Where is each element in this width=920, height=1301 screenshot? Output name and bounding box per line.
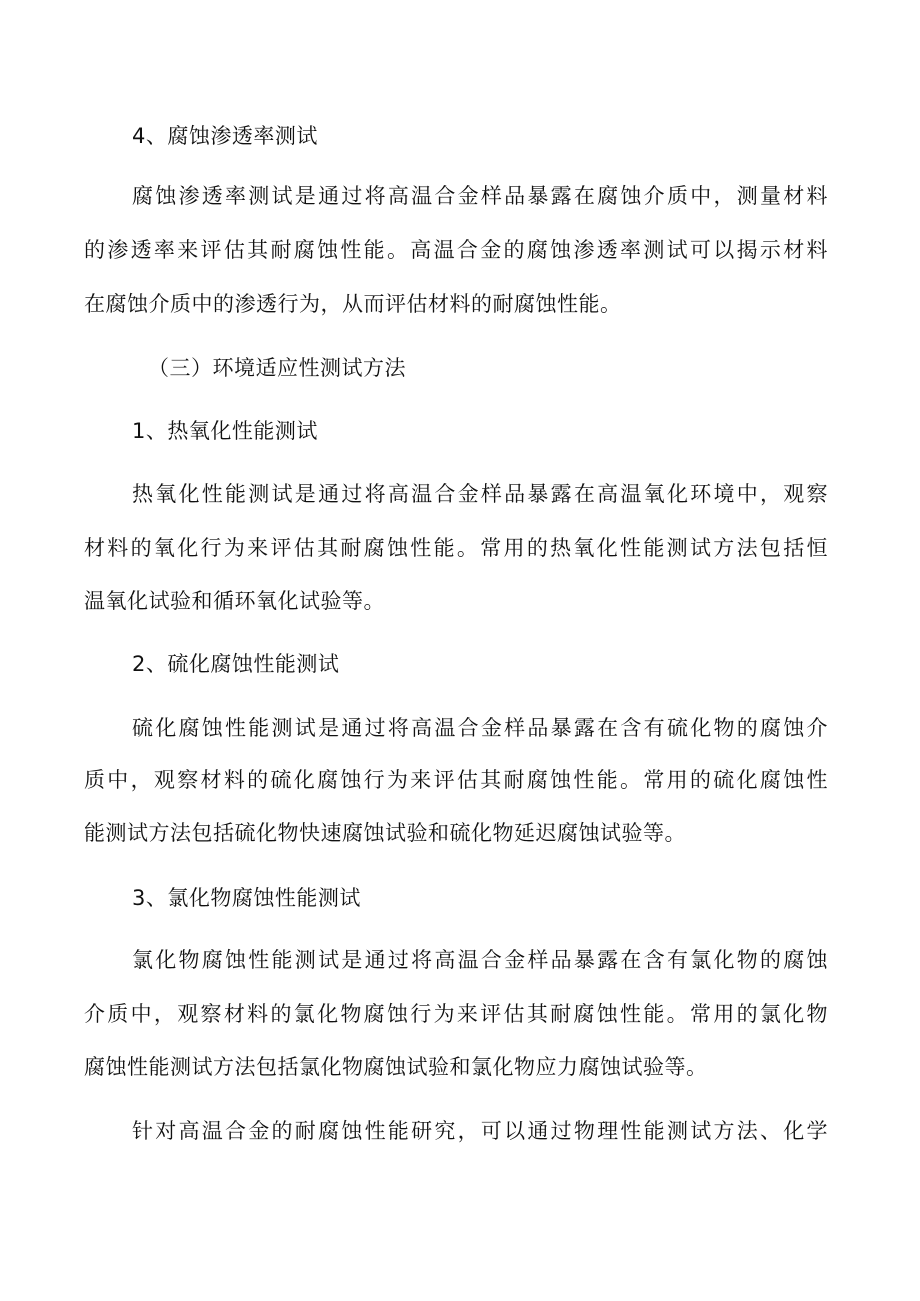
- section-heading: 3、氯化物腐蚀性能测试: [132, 886, 361, 910]
- paragraph-line: 能测试方法包括硫化物快速腐蚀试验和硫化物延迟腐蚀试验等。: [84, 821, 686, 845]
- paragraph-line: 硫化腐蚀性能测试是通过将高温合金样品暴露在含有硫化物的腐蚀介: [132, 716, 828, 740]
- paragraph-line: 腐蚀性能测试方法包括氯化物腐蚀试验和氯化物应力腐蚀试验等。: [84, 1055, 708, 1079]
- paragraph-line: 质中，观察材料的硫化腐蚀行为来评估其耐腐蚀性能。常用的硫化腐蚀性: [84, 768, 828, 792]
- paragraph-line: 在腐蚀介质中的渗透行为，从而评估材料的耐腐蚀性能。: [84, 292, 622, 316]
- paragraph-line: 介质中，观察材料的氯化物腐蚀行为来评估其耐腐蚀性能。常用的氯化物: [84, 1002, 828, 1026]
- paragraph-line: 氯化物腐蚀性能测试是通过将高温合金样品暴露在含有氯化物的腐蚀: [132, 948, 828, 972]
- section-heading: 4、腐蚀渗透率测试: [132, 124, 318, 148]
- paragraph-line: 材料的氧化行为来评估其耐腐蚀性能。常用的热氧化性能测试方法包括恒: [84, 536, 828, 560]
- paragraph-line: 温氧化试验和循环氧化试验等。: [84, 589, 385, 613]
- paragraph-line: 的渗透率来评估其耐腐蚀性能。高温合金的腐蚀渗透率测试可以揭示材料: [84, 238, 828, 262]
- chapter-subheading: （三）环境适应性测试方法: [148, 356, 406, 380]
- paragraph-line: 针对高温合金的耐腐蚀性能研究，可以通过物理性能测试方法、化学: [132, 1119, 828, 1143]
- paragraph-line: 腐蚀渗透率测试是通过将高温合金样品暴露在腐蚀介质中，测量材料: [132, 184, 828, 208]
- paragraph-line: 热氧化性能测试是通过将高温合金样品暴露在高温氧化环境中，观察: [132, 482, 828, 506]
- section-heading: 1、热氧化性能测试: [132, 419, 318, 443]
- section-heading: 2、硫化腐蚀性能测试: [132, 652, 340, 676]
